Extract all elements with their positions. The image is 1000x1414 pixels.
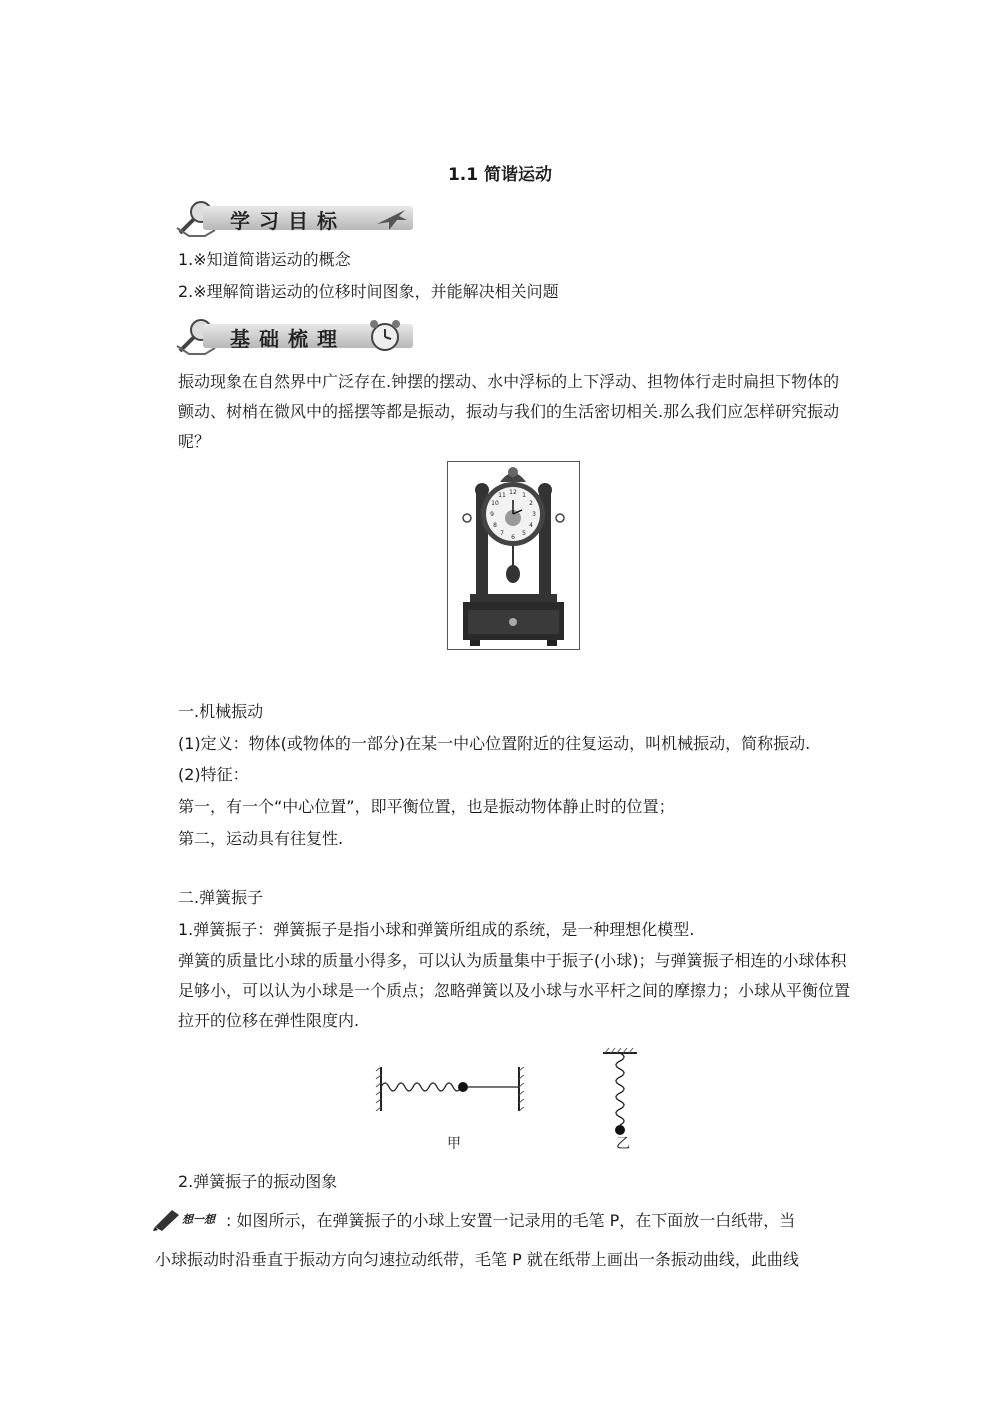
section2-paragraph: 弹簧的质量比小球的质量小得多，可以认为质量集中于振子(小球)；与弹簧振子相连的小球体积足够小，可以认为小球是一个质点；忽略弹簧以及小球与水平杆之间的摩擦力；小球从平衡位置拉开的位移在弹性限度内.	[178, 951, 851, 1030]
intro-paragraph: 振动现象在自然界中广泛存在.钟摆的摆动、水中浮标的上下浮动、担物体行走时扁担下物体的颤动、树梢在微风中的摇摆等都是振动，振动与我们的生活密切相关.那么我们应怎样研究振动呢？	[178, 372, 840, 451]
goal-item: 1.※知道简谐运动的概念	[178, 250, 351, 269]
pendulum-clock-image	[448, 462, 579, 649]
clock-numeral: 7	[500, 530, 504, 537]
section2-heading: 二.弹簧振子	[178, 888, 264, 907]
section1-definition: (1)定义：物体(或物体的一部分)在某一中心位置附近的往复运动，叫机械振动，简称振动.	[178, 734, 811, 753]
think-badge	[152, 1207, 232, 1231]
clock-numeral: 10	[491, 500, 499, 507]
clock-numeral: 2	[529, 500, 533, 507]
pendulum-clock-figure	[447, 461, 580, 650]
section1-feature-item: 第一，有一个“中心位置”，即平衡位置，也是振动物体静止时的位置；	[178, 797, 675, 816]
figure-label-a: 甲	[447, 1136, 461, 1152]
section1-feature-item: 第二，运动具有往复性.	[178, 829, 344, 848]
pen-icon	[152, 1207, 182, 1231]
basics-banner	[175, 316, 415, 356]
alarm-clock-icon	[365, 318, 405, 354]
section2-item1: 1.弹簧振子：弹簧振子是指小球和弹簧所组成的系统，是一种理想化模型.	[178, 920, 695, 939]
clock-numeral: 12	[509, 489, 517, 496]
clock-numeral: 8	[493, 522, 497, 529]
clock-numeral: 9	[490, 511, 494, 518]
section1-feature-heading: (2)特征：	[178, 765, 249, 784]
figure-label-b: 乙	[616, 1136, 630, 1152]
section1-heading: 一.机械振动	[178, 702, 264, 721]
clock-numeral: 5	[522, 530, 526, 537]
clock-numeral: 4	[529, 522, 533, 529]
think-badge-label: 想一想	[182, 1213, 215, 1226]
goals-banner-label: 学习目标	[230, 209, 346, 233]
goal-item: 2.※理解简谐运动的位移时间图象，并能解决相关问题	[178, 282, 559, 301]
clock-numeral: 11	[498, 492, 506, 499]
basics-banner-label: 基础梳理	[230, 327, 346, 351]
horizontal-spring-oscillator	[376, 1067, 524, 1111]
spring-oscillator-figure	[375, 1045, 645, 1125]
goals-banner	[175, 198, 415, 238]
clock-numeral: 1	[522, 492, 526, 499]
clock-numeral: 6	[511, 534, 515, 541]
clock-numeral: 3	[532, 511, 536, 518]
think-text: 小球振动时沿垂直于振动方向匀速拉动纸带，毛笔 P 就在纸带上画出一条振动曲线，此曲线	[155, 1250, 799, 1269]
section2-item2: 2.弹簧振子的振动图象	[178, 1172, 338, 1191]
airplane-icon	[373, 204, 409, 234]
think-text: : 如图所示，在弹簧振子的小球上安置一记录用的毛笔 P，在下面放一白纸带，当	[226, 1211, 796, 1230]
vertical-spring-oscillator	[603, 1048, 637, 1125]
page-title: 1.1 简谐运动	[447, 165, 553, 185]
